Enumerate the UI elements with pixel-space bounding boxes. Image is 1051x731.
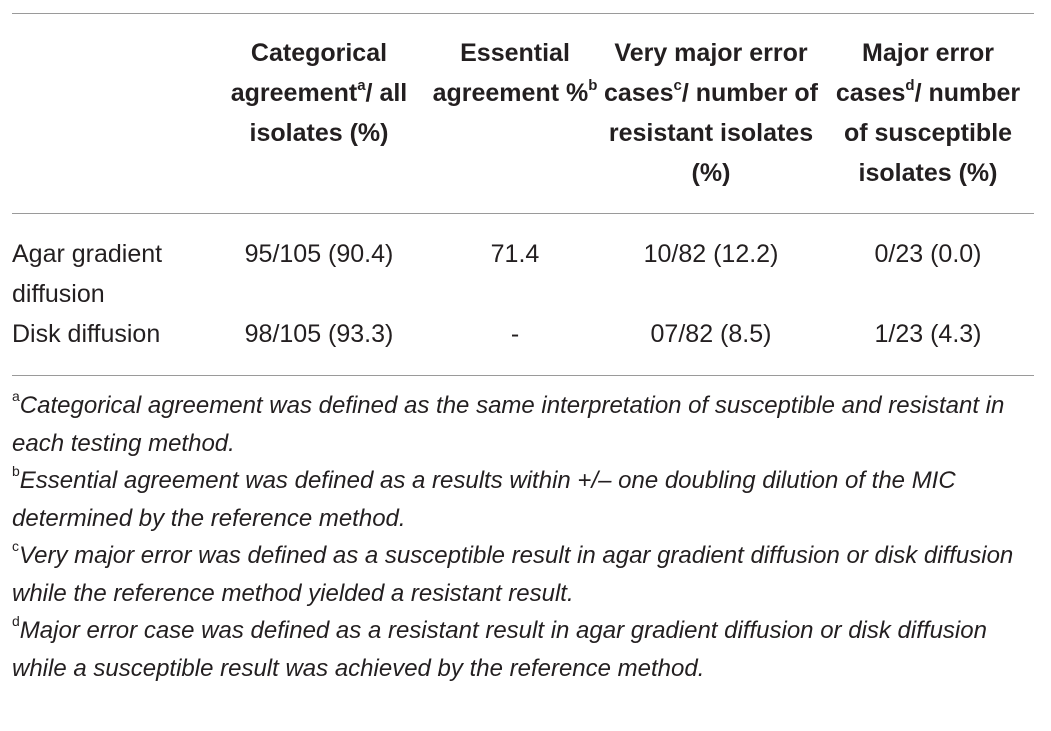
footnote-b-mark: b [12, 463, 20, 479]
footnote-a-text: Categorical agreement was defined as the same interpretation of susceptible and resistant in each testing method. [12, 392, 1005, 457]
cell-essential-agreement: - [510, 320, 520, 348]
header-major-error-suffix: / number of susceptible isolates (%) [843, 79, 1021, 187]
footnote-d-mark: d [12, 613, 20, 629]
table-row [12, 314, 1034, 375]
header-categorical-agreement [208, 14, 430, 213]
footnote-b [12, 462, 1034, 537]
cell-major-error: 0/23 (0.0) [874, 240, 982, 268]
results-table [12, 14, 1034, 375]
cell-very-major-error: 10/82 (12.2) [643, 240, 779, 268]
footnote-c-mark: c [12, 538, 19, 554]
results-table-container [12, 13, 1034, 687]
header-very-major-error [600, 14, 822, 213]
footnote-c [12, 537, 1034, 612]
cell-categorical-agreement: 95/105 (90.4) [244, 240, 394, 268]
footnote-mark-d: d [905, 76, 915, 94]
header-very-major-error-text: Very major error cases [604, 39, 808, 107]
footnote-mark-c: c [673, 76, 682, 94]
header-essential-agreement-text: Essential agreement % [432, 39, 589, 107]
row-method: Agar gradient diffusion [12, 240, 163, 308]
footnote-d [12, 612, 1034, 687]
footnote-a [12, 387, 1034, 462]
header-method [12, 14, 208, 213]
footnote-mark-b: b [588, 76, 598, 94]
footnote-mark-a: a [357, 76, 366, 94]
header-major-error [822, 14, 1034, 213]
cell-very-major-error: 07/82 (8.5) [650, 320, 772, 348]
footnote-c-text: Very major error was defined as a susceptible result in agar gradient diffusion or disk diffusion while the reference method yielded a resistant result. [12, 542, 1014, 607]
header-categorical-agreement-suffix: / all isolates (%) [249, 79, 408, 147]
footnote-b-text: Essential agreement was defined as a results within +/– one doubling dilution of the MIC determined by the reference method. [12, 467, 956, 532]
cell-major-error: 1/23 (4.3) [874, 320, 982, 348]
header-essential-agreement [430, 14, 600, 213]
footnotes [12, 376, 1034, 687]
header-categorical-agreement-text: Categorical agreement [230, 39, 388, 107]
header-major-error-text: Major error cases [835, 39, 994, 107]
footnote-a-mark: a [12, 388, 20, 404]
cell-categorical-agreement: 98/105 (93.3) [244, 320, 394, 348]
header-row [12, 14, 1034, 213]
table-row [12, 214, 1034, 314]
cell-essential-agreement: 71.4 [490, 240, 540, 268]
footnote-d-text: Major error case was defined as a resistant result in agar gradient diffusion or disk diffusion while a susceptible result was achieved by the reference method. [12, 617, 987, 682]
header-very-major-error-suffix: / number of resistant isolates (%) [608, 79, 818, 187]
row-method: Disk diffusion [12, 320, 161, 348]
